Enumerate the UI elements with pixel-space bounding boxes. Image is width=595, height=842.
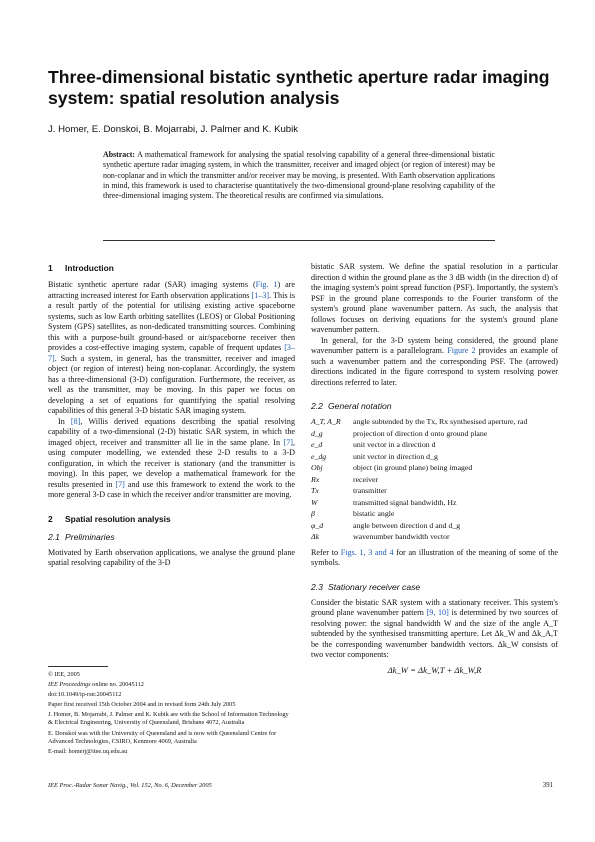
section-heading-spatial-resolution: 2 Spatial resolution analysis bbox=[48, 513, 171, 524]
paragraph-intro-2: In [8], Willis derived equations describing the spatial resolving capability of a two-dimensional (2-D) bistatic SAR system, in which the imaged object, receiver and transmitter all lie in the same plane. In [7], using computer modelling, we extended these 2-D results to a 3-D configuration, in which the receiver is stationary (and the transmitter is moving). In this paper, we develop a mathematical framework for the results presented in [7] and use this framework to extend the work to the more general 3-D case in which the receiver and/or transmitter are moving. bbox=[48, 416, 296, 499]
copyright-note: © IEE, 2005 bbox=[48, 671, 80, 678]
notation-table bbox=[311, 417, 558, 544]
subsection-heading-stationary-receiver: 2.3 Stationary receiver case bbox=[311, 581, 421, 592]
notation-symbol: β bbox=[311, 509, 315, 518]
notation-row bbox=[311, 429, 558, 441]
paragraph-stationary-receiver: Consider the bistatic SAR system with a stationary receiver. This system's ground plane wavenumber pattern [9, 10] is determined by two sources of resolving power: the signal bandwidth W and the size of the angle A_T subtended by the synthesised transmitting aperture. Let Δk_W and Δk_A,T be the corresponding wavenumber bandwidth vectors. Δk_W consists of two vector components: bbox=[311, 597, 558, 659]
proceedings-note: IEE Proceedings online no. 20045112 bbox=[48, 681, 144, 689]
figure-link[interactable]: Fig. 1 bbox=[255, 280, 278, 289]
notation-symbol: Δk bbox=[311, 532, 320, 541]
figure-link[interactable]: Figure 2 bbox=[447, 346, 476, 355]
notation-refer-note: Refer to Figs. 1, 3 and 4 for an illustration of the meaning of some of the symbols. bbox=[311, 547, 558, 567]
journal-footer: IEE Proc.-Radar Sonar Navig., Vol. 152, No. 6, December 2005 bbox=[48, 782, 212, 789]
notation-description: transmitted signal bandwidth, Hz bbox=[353, 497, 457, 507]
notation-row bbox=[311, 475, 558, 487]
paragraph-preliminaries-cont: bistatic SAR system. We define the spatial resolution in a particular direction d within the ground plane as the 3 dB width (in the direction d) of the imaging system's point spread function (PSF). Importantly, the system's PSF in the ground plane corresponds to the Fourier transform of the system's ground plane wavenumber pattern. As such, the analysis that follows focuses on deriving equations for the system's ground plane wavenumber pattern. bbox=[311, 262, 558, 334]
figure-link[interactable]: Figs. 1, 3 and 4 bbox=[340, 547, 394, 557]
citation-link[interactable]: [8] bbox=[70, 416, 81, 426]
equation: Δk_W = Δk_W,T + Δk_W,R bbox=[387, 664, 482, 675]
abstract-label: Abstract: bbox=[103, 150, 135, 159]
citation-link[interactable]: [7] bbox=[115, 479, 125, 489]
paragraph-preliminaries: Motivated by Earth observation applications, we analyse the ground plane spatial resolving capability of the 3-D bbox=[48, 547, 295, 567]
notation-description: bistatic angle bbox=[353, 509, 395, 518]
notation-symbol: A_T, A_R bbox=[311, 417, 341, 426]
notation-description: projection of direction d onto ground plane bbox=[353, 428, 488, 438]
notation-row bbox=[311, 452, 558, 464]
received-note: Paper first received 15th October 2004 and in revised form 24th July 2005 bbox=[48, 701, 236, 709]
page-number: 391 bbox=[542, 782, 553, 789]
paragraph-preliminaries-2: In general, for the 3-D system being considered, the ground plane wavenumber pattern is a parallelogram. Figure 2 provides an example of such a wavenumber pattern and the corresponding PSF. The (arrowed) directions indicated in the figure correspond to system resolving power directions referred to later. bbox=[311, 335, 558, 387]
notation-row bbox=[311, 440, 558, 452]
affiliation-note: E. Donskoi was with the University of Queensland and is now with Queensland Centre for Advanced Technologies, CSIRO, Kenmore 4069, Australia bbox=[48, 729, 277, 745]
notation-symbol: e_dg bbox=[311, 451, 327, 461]
citation-link[interactable]: [7] bbox=[283, 437, 293, 447]
notation-symbol: W bbox=[311, 497, 318, 507]
affiliation-note: J. Homer, B. Mojarrabi, J. Palmer and K. Kubik are with the School of Information Technology & Electrical Engineering, University of Queensland, Brisbane 4072, Australia bbox=[48, 711, 289, 727]
notation-row bbox=[311, 521, 558, 533]
citation-link[interactable]: [9, 10] bbox=[426, 608, 449, 617]
section-heading-introduction: 1 Introduction bbox=[48, 263, 114, 273]
notation-description: unit vector in a direction d bbox=[353, 440, 436, 449]
abstract-text: A mathematical framework for analysing the spatial resolving capability of a general three-dimensional bistatic synthetic aperture radar imaging system, in which the transmitter, receiver and imaged object (or region of interest) may be non-coplanar and in which the transmitter and/or receiver may be moving, is presented. With Earth observation applications in mind, this framework is used to characterise quantitatively the two-dimensional ground-plane resolving capability of the three-dimensional imaging system. The theoretical results are confirmed via simulations. bbox=[103, 150, 495, 201]
abstract-divider bbox=[103, 240, 495, 241]
notation-description: receiver bbox=[353, 474, 379, 484]
paragraph-intro-1: Bistatic synthetic aperture radar (SAR) imaging systems (Fig. 1) are attracting increased interest for Earth observation applications [1–3]. This is a result partly of the potential for utilising existing active spaceborne systems, such as low Earth orbiting satellites (LEOS) or Global Positioning System (GPS) satellites, as non-dedicated transmitting sources. Combining this with a purpose-built ground-based or air/spaceborne receiver then provides a cost-effective imaging system, capable of frequent updates [3–7]. Such a system, in general, has the transmitter, receiver and imaged object (or region of interest) being non-coplanar. Accordingly, the system has a three-dimensional (3-D) configuration. Furthermore, the receiver, as well as the transmitter, may be moving. In this paper we focus on developing a set of equations for quantifying the spatial resolving capabilities of this general 3-D bistatic SAR imaging system. bbox=[48, 280, 295, 415]
abstract bbox=[103, 150, 495, 201]
notation-description: object (in ground plane) being imaged bbox=[353, 463, 473, 472]
notation-description: wavenumber bandwidth vector bbox=[353, 532, 450, 541]
notation-symbol: d_g bbox=[311, 428, 323, 438]
notation-symbol: e_d bbox=[311, 440, 323, 449]
notation-row bbox=[311, 498, 558, 510]
notation-row bbox=[311, 417, 558, 429]
notation-description: angle between direction d and d_g bbox=[353, 520, 461, 530]
notation-row bbox=[311, 463, 558, 475]
subsection-heading-general-notation: 2.2 General notation bbox=[311, 401, 392, 411]
subsection-heading-preliminaries: 2.1 Preliminaries bbox=[48, 531, 115, 542]
author-list: J. Homer, E. Donskoi, B. Mojarrabi, J. Palmer and K. Kubik bbox=[48, 124, 299, 135]
notation-row bbox=[311, 486, 558, 498]
citation-link[interactable]: [1–3] bbox=[251, 290, 270, 300]
notation-symbol: Rx bbox=[311, 474, 320, 484]
notation-row bbox=[311, 532, 558, 544]
doi-note: doi:10.1049/ip-rsn:20045112 bbox=[48, 691, 122, 699]
notation-description: unit vector in direction d_g bbox=[353, 451, 438, 461]
citation-link[interactable]: [3–7] bbox=[48, 343, 295, 363]
email-note: E-mail: homerj@itee.uq.edu.au bbox=[48, 747, 128, 755]
footnotes bbox=[48, 671, 295, 758]
notation-description: angle subtended by the Tx, Rx synthesised aperture, rad bbox=[353, 417, 528, 426]
notation-symbol: Obj bbox=[311, 463, 323, 472]
right-column bbox=[311, 262, 558, 675]
footnote-divider bbox=[48, 666, 108, 667]
notation-row bbox=[311, 509, 558, 521]
paper-title: Three-dimensional bistatic synthetic aperture radar imaging system: spatial resolution analysis bbox=[48, 66, 550, 108]
left-column bbox=[48, 262, 295, 569]
notation-description: transmitter bbox=[353, 486, 387, 495]
notation-symbol: φ_d bbox=[311, 520, 324, 530]
notation-symbol: Tx bbox=[311, 486, 319, 495]
